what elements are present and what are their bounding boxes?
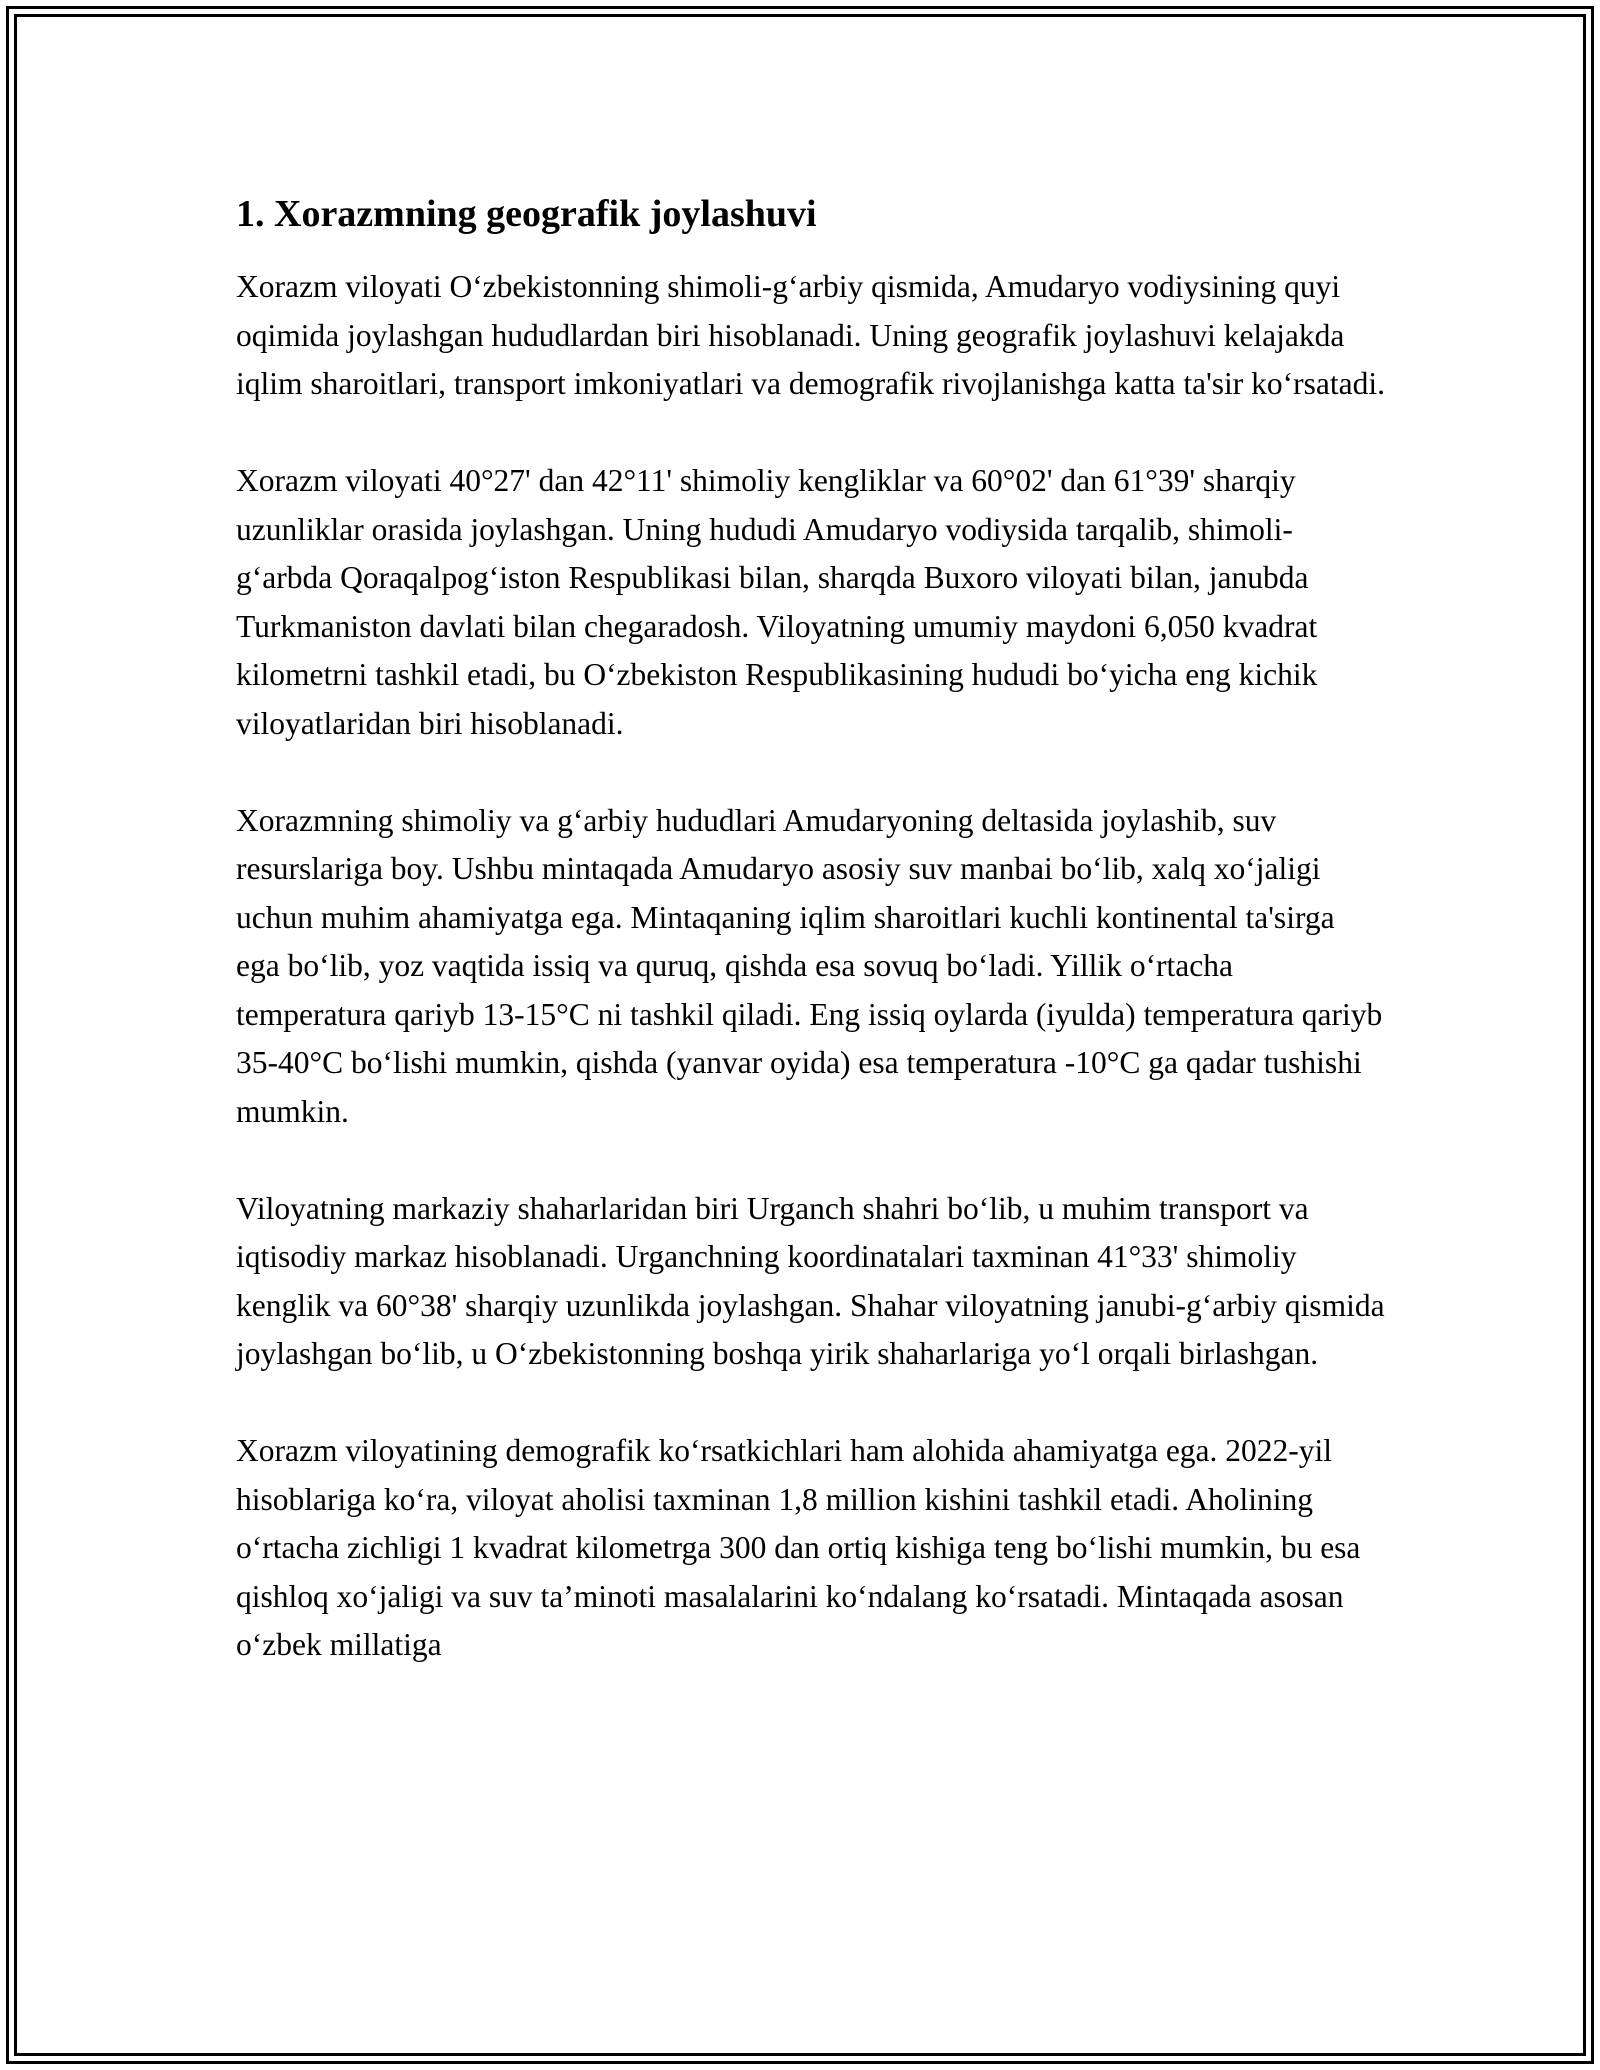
document-body bbox=[236, 187, 1386, 1718]
paragraph-climate-water: Xorazmning shimoliy va g‘arbiy hududlari Amudaryoning deltasida joylashib, suv resurslariga boy. Ushbu mintaqada Amudaryo asosiy suv manbai bo‘lib, xalq xo‘jaligi uchun muhim ahamiyatga ega. Mintaqaning iqlim sharoitlari kuchli kontinental ta'sirga ega bo‘lib, yoz vaqtida issiq va quruq, qishda esa sovuq bo‘ladi. Yillik o‘rtacha temperatura qariyb 13-15°C ni tashkil qiladi. Eng issiq oylarda (iyulda) temperatura qariyb 35-40°C bo‘lishi mumkin, qishda (yanvar oyida) esa temperatura -10°C ga qadar tushishi mumkin. bbox=[236, 802, 1383, 1129]
paragraph-demographics: Xorazm viloyatining demografik ko‘rsatkichlari ham alohida ahamiyatga ega. 2022-yil hisoblariga ko‘ra, viloyat aholisi taxminan 1,8 million kishini tashkil etadi. Aholining o‘rtacha zichligi 1 kvadrat kilometrga 300 dan ortiq kishiga teng bo‘lishi mumkin, bu esa qishloq xo‘jaligi va suv ta’minoti masalalarini ko‘ndalang ko‘rsatadi. Mintaqada asosan o‘zbek millatiga bbox=[236, 1433, 1361, 1662]
paragraph-location-overview: Xorazm viloyati O‘zbekistonning shimoli-g‘arbiy qismida, Amudaryo vodiysining quyi oqimida joylashgan hududlardan biri hisoblanadi. Uning geografik joylashuvi kelajakda iqlim sharoitlari, transport imkoniyatlari va demografik rivojlanishga katta ta'sir ko‘rsatadi. bbox=[236, 269, 1385, 401]
paragraph-coordinates-borders: Xorazm viloyati 40°27' dan 42°11' shimoliy kengliklar va 60°02' dan 61°39' sharqiy uzunliklar orasida joylashgan. Uning hududi Amudaryo vodiysida tarqalib, shimoli-g‘arbda Qoraqalpog‘iston Respublikasi bilan, sharqda Buxoro viloyati bilan, janubda Turkmaniston davlati bilan chegaradosh. Viloyatning umumiy maydoni 6,050 kvadrat kilometrni tashkil etadi, bu O‘zbekiston Respublikasining hududi bo‘yicha eng kichik viloyatlaridan biri hisoblanadi. bbox=[236, 463, 1318, 741]
paragraph-urgench-city: Viloyatning markaziy shaharlaridan biri Urganch shahri bo‘lib, u muhim transport va iqtisodiy markaz hisoblanadi. Urganchning koordinatalari taxminan 41°33' shimoliy kenglik va 60°38' sharqiy uzunlikda joylashgan. Shahar viloyatning janubi-g‘arbiy qismida joylashgan bo‘lib, u O‘zbekistonning boshqa yirik shaharlariga yo‘l orqali birlashgan. bbox=[236, 1190, 1385, 1371]
section-heading: 1. Xorazmning geografik joylashuvi bbox=[236, 193, 817, 235]
